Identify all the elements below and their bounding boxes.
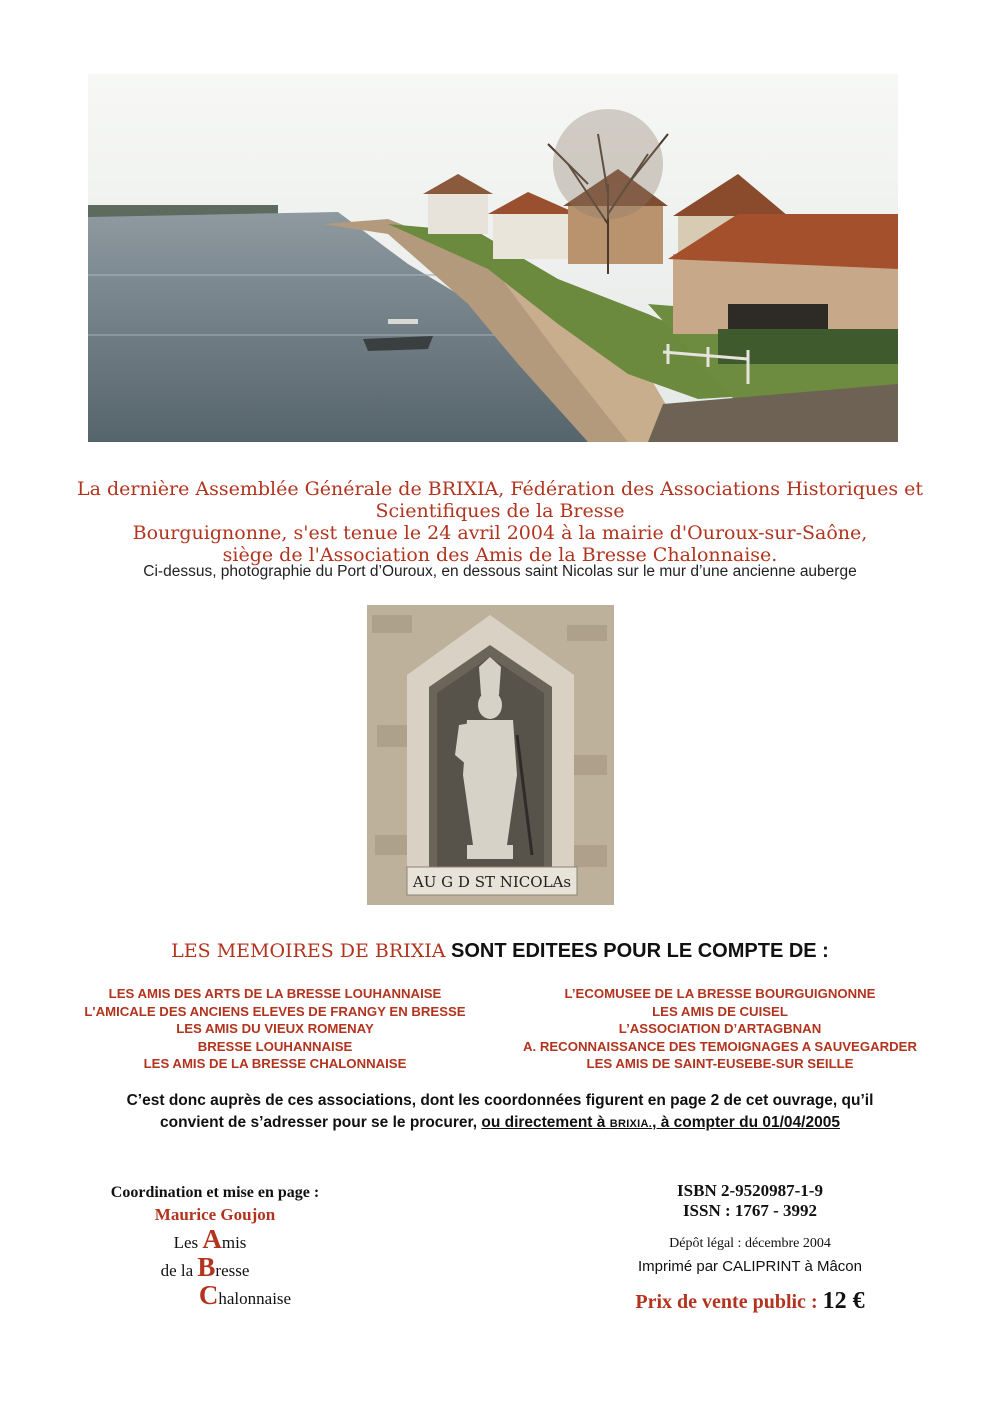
caption-line-2: Bourguignonne, s'est tenue le 24 avril 2004 à la mairie d'Ouroux-sur-Saône, <box>132 522 868 544</box>
org-initial-a: A <box>202 1224 222 1254</box>
coordination-label: Coordination et mise en page : <box>110 1184 320 1201</box>
saint-plaque-text: AU G D ST NICOLAs <box>412 873 572 891</box>
depot-legal: Dépôt légal : décembre 2004 <box>669 1236 831 1251</box>
port-ouroux-photo <box>88 74 898 442</box>
associations-right-list <box>505 985 935 1073</box>
association-item: L'AMICALE DES ANCIENS ELEVES DE FRANGY EN BRESSE <box>84 1003 466 1019</box>
association-item: LES AMIS DE SAINT-EUSEBE-SUR SEILLE <box>586 1056 854 1071</box>
org-line-1-pre: Les <box>173 1233 203 1252</box>
memoires-heading <box>60 940 940 963</box>
isbn: ISBN 2-9520987-1-9 <box>677 1181 823 1200</box>
price-value: 12 € <box>822 1288 865 1314</box>
coordinator-name: Maurice Goujon <box>154 1205 276 1224</box>
publication-info <box>585 1181 915 1315</box>
credits-block <box>60 1184 370 1313</box>
contact-line-2-start: convient de s’adresser pour se le procurer, <box>160 1114 478 1131</box>
association-item: LES AMIS DU VIEUX ROMENAY <box>176 1021 374 1036</box>
contact-note <box>60 1090 940 1135</box>
org-line-2-rest: resse <box>215 1261 250 1280</box>
org-line-3 <box>120 1280 370 1313</box>
association-item: L’ASSOCIATION D’ARTAGBNAN <box>618 1021 822 1036</box>
printer: Imprimé par CALIPRINT à Mâcon <box>638 1258 862 1275</box>
association-item: L’ECOMUSEE DE LA BRESSE BOURGUIGNONNE <box>564 986 876 1001</box>
association-item: LES AMIS DE CUISEL <box>652 1003 788 1019</box>
contact-line-2 <box>60 1112 940 1135</box>
price-label: Prix de vente public : <box>635 1291 818 1313</box>
photo-note: Ci-dessus, photographie du Port d’Ouroux, en dessous saint Nicolas sur le mur d’une ancienne auberge <box>143 563 857 580</box>
associations-left-list <box>60 985 490 1073</box>
contact-direct-brixia <box>481 1114 840 1131</box>
org-line-1-rest: mis <box>221 1233 247 1252</box>
association-item: A. RECONNAISSANCE DES TEMOIGNAGES A SAUVEGARDER <box>523 1038 917 1054</box>
caption-line-1: La dernière Assemblée Générale de BRIXIA, Fédération des Associations Historiques et Scientifiques de la Bresse <box>76 478 924 522</box>
association-item: LES AMIS DES ARTS DE LA BRESSE LOUHANNAISE <box>108 986 442 1001</box>
issn: ISSN : 1767 - 3992 <box>682 1201 818 1220</box>
port-ouroux-illustration <box>88 74 898 442</box>
assembly-caption <box>40 478 960 566</box>
price <box>585 1288 915 1315</box>
memoires-brixia-label: LES MEMOIRES DE BRIXIA <box>171 940 446 962</box>
saint-nicolas-photo <box>367 605 614 905</box>
organisation-name <box>60 1224 370 1313</box>
org-line-2-pre: de la <box>160 1261 198 1280</box>
saint-nicolas-illustration <box>367 605 614 905</box>
association-item: BRESSE LOUHANNAISE <box>197 1038 353 1054</box>
contact-link-b: , à compter du 01/04/2005 <box>652 1114 840 1131</box>
contact-link-a: ou directement à <box>481 1114 606 1131</box>
association-item: LES AMIS DE LA BRESSE CHALONNAISE <box>143 1056 407 1071</box>
memoires-heading-text: SONT EDITEES POUR LE COMPTE DE : <box>451 940 829 962</box>
contact-brixia: BRIXIA. <box>609 1118 653 1130</box>
caption-line-3: siège de l'Association des Amis de la Bresse Chalonnaise. <box>222 544 778 566</box>
org-initial-b: B <box>197 1252 216 1282</box>
contact-line-1: C’est donc auprès de ces associations, dont les coordonnées figurent en page 2 de cet ouvrage, qu’il <box>126 1092 874 1109</box>
org-line-3-rest: halonnaise <box>218 1289 292 1308</box>
org-initial-c: C <box>198 1280 219 1310</box>
